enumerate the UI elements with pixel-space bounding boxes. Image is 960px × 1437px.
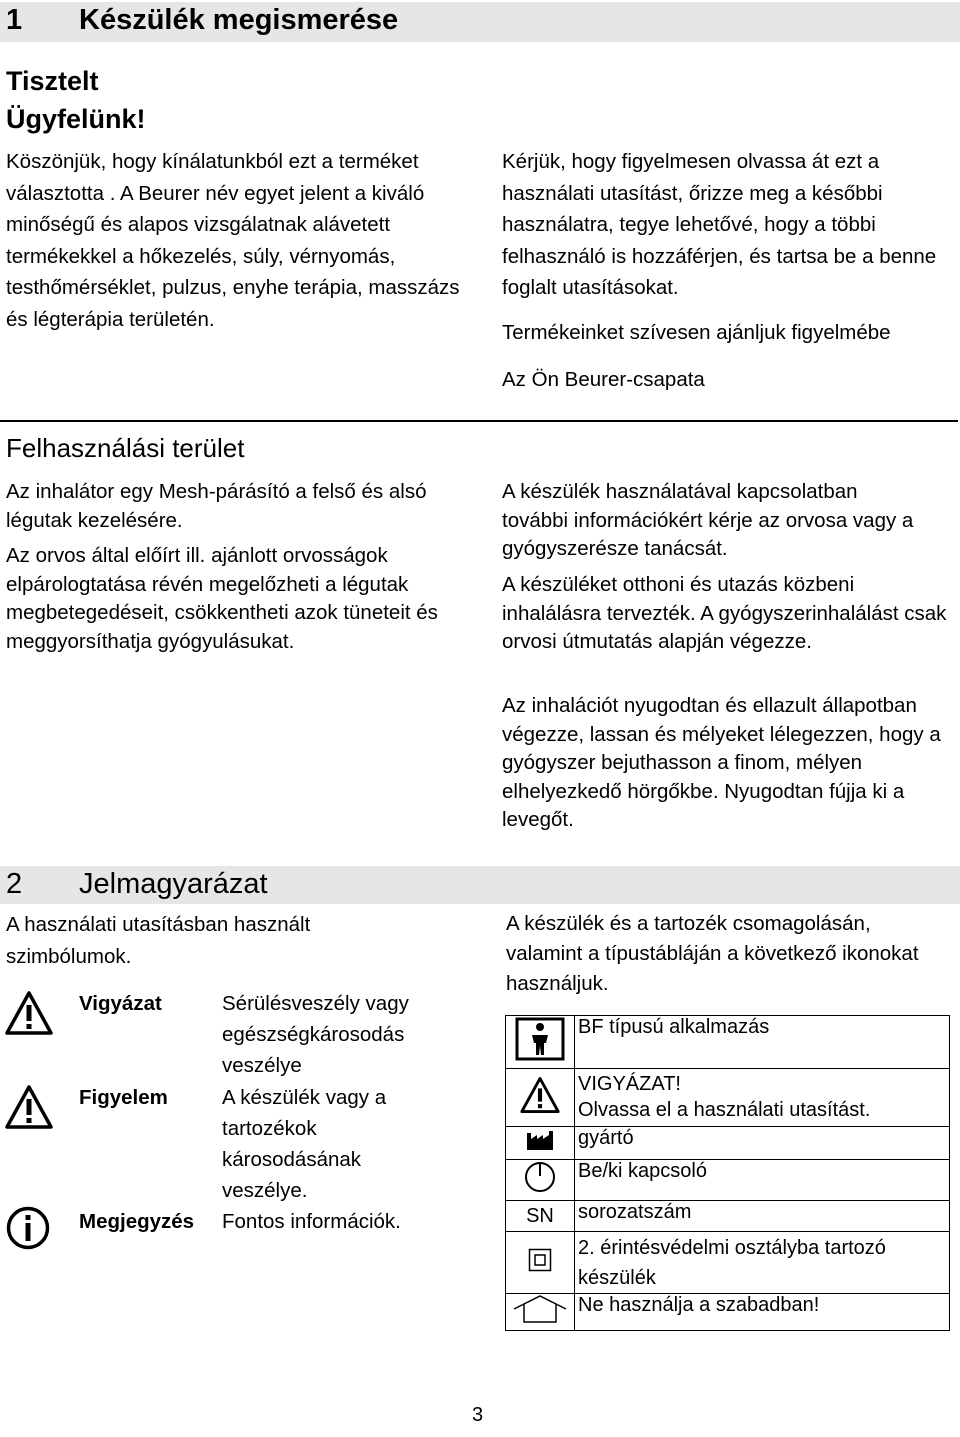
greeting-line-1: Tisztelt xyxy=(6,66,99,96)
symbol-text-figyelem: A készülék vagy a tartozékok károsodásának veszélye. xyxy=(222,1086,387,1202)
icon-cell xyxy=(506,1294,575,1331)
icons-table xyxy=(505,1015,950,1331)
intro-left-paragraph: Köszönjük, hogy kínálatunkból ezt a terméket választotta . A Beurer név egyet jelent a kiváló minőségű és alapos vizsgálatnak alávetett termékekkel a hőkezelés, súly, vérnyomás, testhőmérséklet, pulzus, enyhe terápia, masszázs és légterápia területén. xyxy=(6,150,460,331)
table-cell xyxy=(575,1201,950,1232)
table-row xyxy=(506,1160,950,1201)
icon-cell xyxy=(506,1160,575,1201)
warning-triangle-icon xyxy=(519,1076,561,1114)
symbols-intro-left: A használati utasításban használt szimbólumok. xyxy=(6,913,311,968)
usage-right-p3: Az inhalációt nyugodtan és ellazult állapotban végezze, lassan és mélyeket lélegezzen, hogy a gyógyszer bejuthasson a finom, mélyen elhelyezkedő hörgőkbe. Nyugodtan fújja ki a levegőt. xyxy=(502,694,941,831)
indoor-house-icon xyxy=(512,1294,568,1324)
section-2-heading-bar xyxy=(0,866,960,904)
table-cell xyxy=(575,1160,950,1201)
symbol-text-megjegyzes: Fontos információk. xyxy=(222,1210,401,1233)
icon-description: VIGYÁZAT! xyxy=(578,1073,681,1095)
info-circle-icon xyxy=(6,1206,50,1250)
intro-right-paragraph: Kérjük, hogy figyelmesen olvassa át ezt a használati utasítást, őrizze meg a későbbi használatra, tegye lehetővé, hogy a többi felhasználó is hozzáférjen, és tartsa be a benne foglalt utasításokat. xyxy=(502,150,937,299)
section-number: 2 xyxy=(6,868,23,900)
icon-cell xyxy=(506,1127,575,1160)
usage-right-p2: A készüléket otthoni és utazás közbeni inhalálásra tervezték. A gyógyszerinhalálást csak orvosi útmutatás alapján végezze. xyxy=(502,573,947,653)
symbol-label-figyelem: Figyelem xyxy=(79,1086,168,1109)
section-title: Készülék megismerése xyxy=(79,4,399,36)
manufacturer-factory-icon xyxy=(525,1129,555,1151)
symbol-text-vigyazat: Sérülésveszély vagy egészségkárosodás veszélye xyxy=(222,992,409,1077)
usage-left-p2: Az orvos által előírt ill. ajánlott orvosságok elpárologtatása révén megelőzheti a légutak megbetegedéseit, csökkentheti azok tüneteit és meggyorsíthatja gyógyulásukat. xyxy=(6,544,438,653)
signature-text: Az Ön Beurer-csapata xyxy=(502,368,705,391)
bf-type-person-icon xyxy=(514,1016,566,1062)
icon-cell xyxy=(506,1069,575,1127)
table-cell xyxy=(575,1016,950,1069)
icon-cell xyxy=(506,1201,575,1232)
icon-cell xyxy=(506,1016,575,1069)
class-ii-double-square-icon xyxy=(528,1248,552,1272)
symbols-intro-right: A készülék és a tartozék csomagolásán, valamint a típustábláján a következő ikonokat használjuk. xyxy=(506,912,919,995)
icon-description: gyártó xyxy=(578,1127,634,1149)
section-number: 1 xyxy=(6,4,23,36)
table-cell xyxy=(575,1232,950,1294)
table-cell xyxy=(575,1069,950,1127)
symbol-label-vigyazat: Vigyázat xyxy=(79,992,162,1015)
usage-left-p1: Az inhalátor egy Mesh-párásító a felső és alsó légutak kezelésére. xyxy=(6,480,427,532)
usage-heading: Felhasználási terület xyxy=(6,433,245,463)
power-switch-icon xyxy=(522,1160,558,1194)
table-row xyxy=(506,1069,950,1127)
recommend-text: Termékeinket szívesen ajánljuk figyelmébe xyxy=(502,321,891,344)
section-title: Jelmagyarázat xyxy=(79,868,268,900)
table-row xyxy=(506,1016,950,1069)
table-row xyxy=(506,1127,950,1160)
icon-description-line-2: Olvassa el a használati utasítást. xyxy=(578,1099,871,1121)
divider-rule xyxy=(0,420,958,422)
icon-description: 2. érintésvédelmi osztályba tartozó készülék xyxy=(578,1237,886,1289)
page-number: 3 xyxy=(472,1404,484,1426)
table-row xyxy=(506,1232,950,1294)
icon-description: sorozatszám xyxy=(578,1201,692,1223)
greeting-line-2: Ügyfelünk! xyxy=(6,104,146,134)
table-cell xyxy=(575,1294,950,1331)
greeting xyxy=(6,62,146,138)
usage-right-p1: A készülék használatával kapcsolatban további információkért kérje az orvosa vagy a gyógyszerésze tanácsát. xyxy=(502,480,914,560)
icon-description: BF típusú alkalmazás xyxy=(578,1016,770,1038)
section-1-heading-bar xyxy=(0,2,960,42)
icon-description: Ne használja a szabadban! xyxy=(578,1294,820,1316)
icon-description: Be/ki kapcsoló xyxy=(578,1160,707,1182)
table-row xyxy=(506,1201,950,1232)
table-cell xyxy=(575,1127,950,1160)
warning-triangle-icon xyxy=(4,1084,54,1130)
warning-triangle-icon xyxy=(4,990,54,1036)
serial-number-icon-text: SN xyxy=(526,1204,554,1227)
symbol-label-megjegyzes: Megjegyzés xyxy=(79,1210,195,1233)
icon-cell xyxy=(506,1232,575,1294)
table-row xyxy=(506,1294,950,1331)
